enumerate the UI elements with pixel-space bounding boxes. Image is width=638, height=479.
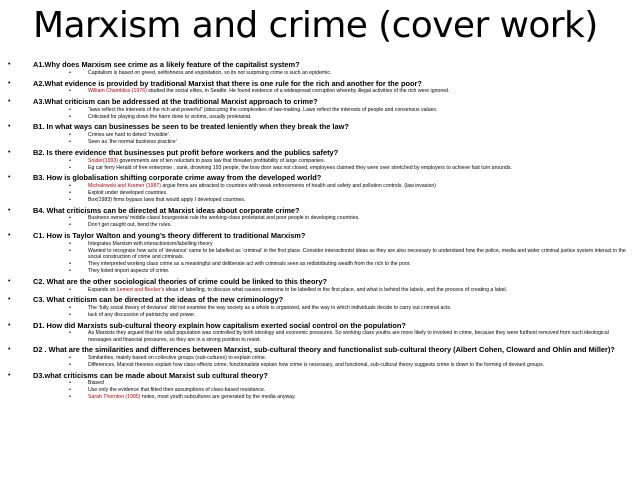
bullet-icon: •: [69, 240, 71, 247]
answer-item: [0, 362, 638, 368]
bullet-icon: •: [69, 222, 71, 229]
answer-item: [0, 268, 638, 274]
question-text: C3. What criticism can be directed at the ideas of the new criminology?: [33, 295, 284, 305]
answer-item: [0, 114, 638, 120]
answer-item: [0, 305, 638, 311]
bullet-icon: •: [8, 371, 11, 379]
question-item: [0, 232, 638, 240]
bullet-icon: •: [69, 139, 71, 146]
answer-text: Integrates Marxism with interactionism/labelling theory: [88, 240, 213, 247]
bullet-icon: •: [8, 79, 11, 87]
question-text: B4. What criticisms can be directed at Marxist ideas about corporate crime?: [33, 205, 300, 215]
answer-text: lack of any discussion of patriarchy and power.: [88, 311, 196, 318]
bullet-icon: •: [69, 268, 71, 275]
answer-text: Eg car ferry Herald of free enterprise , sank, drowning 193 people, the bow door was not closed, employees claimed they were over stretched by employers to achieve fast turn arounds.: [88, 164, 512, 171]
bullet-icon: •: [8, 231, 11, 239]
bullet-icon: •: [8, 296, 11, 304]
bullet-icon: •: [69, 69, 71, 76]
answer-text: argue firms are attracted to countries with weak enforcements of health and safety and pollution controls. (law invasion): [160, 182, 437, 189]
bullet-icon: •: [69, 215, 71, 222]
bullet-icon: •: [69, 106, 71, 113]
question-text: D1. How did Marxists sub-cultural theory explain how capitalism exerted social control on the population?: [33, 320, 406, 330]
bullet-icon: •: [8, 206, 11, 214]
answer-text: Similarities, mainly based on collective groups (sub-cultures) to explain crime.: [88, 355, 267, 362]
bullet-icon: •: [8, 321, 11, 329]
answer-item: [0, 190, 638, 196]
question-text: A1.Why does Marxism see crime as a likely feature of the capitalist system?: [33, 60, 300, 70]
highlighted-reference: Snider(1993): [88, 157, 118, 164]
highlighted-reference: Sarah Thornton (1995): [88, 394, 141, 401]
answer-item: [0, 183, 638, 189]
answer-text: notes, most youth subcultures are generated by the media anyway.: [140, 394, 296, 401]
bullet-icon: •: [8, 123, 11, 131]
question-item: [0, 98, 638, 106]
bullet-icon: •: [69, 380, 71, 387]
question-item: [0, 149, 638, 157]
question-item: [0, 61, 638, 69]
highlighted-reference: William Chambliss (1976): [88, 88, 147, 95]
answer-item: [0, 215, 638, 221]
bullet-icon: •: [69, 387, 71, 394]
bullet-icon: •: [8, 174, 11, 182]
bullet-icon: •: [69, 330, 71, 337]
answer-text: They listed import aspects of crime.: [88, 268, 170, 275]
bullet-icon: •: [69, 88, 71, 95]
highlighted-reference: Michalowski and Kramer (1987): [88, 182, 161, 189]
question-item: [0, 372, 638, 380]
answer-item: [0, 165, 638, 171]
bullet-icon: •: [8, 346, 11, 354]
question-item: [0, 278, 638, 286]
bullet-icon: •: [69, 247, 71, 254]
answer-item: [0, 88, 638, 94]
answer-item: [0, 387, 638, 393]
question-item: [0, 346, 638, 354]
answer-text: Capitalism is based on greed, selfishness and exploitation, so its not surprising crime is such an epidemic.: [88, 69, 332, 76]
answer-item: [0, 330, 638, 343]
bullet-icon: •: [69, 355, 71, 362]
bullet-icon: •: [69, 113, 71, 120]
question-item: [0, 296, 638, 304]
highlighted-reference: Lemert and Becker’s: [116, 286, 165, 293]
bullet-icon: •: [8, 277, 11, 285]
question-text: B3. How is globalisation shifting corporate crime away from the developed world?: [33, 173, 322, 183]
question-text: A2.What evidence is provided by traditional Marxist that there is one rule for the rich and another for the poor?: [33, 78, 422, 88]
answer-text: “laws reflect the interests of the rich and powerful” (obscuring the complexities of law-making. Laws reflect the interests of people and consensus values.: [88, 106, 438, 113]
answer-item: [0, 248, 638, 261]
question-list: [0, 58, 638, 401]
answer-text: governments are of ten reluctant to pass law that threaten profitability of large companies.: [118, 157, 326, 164]
question-item: [0, 123, 638, 131]
bullet-icon: •: [8, 97, 11, 105]
bullet-icon: •: [69, 362, 71, 369]
page-title: Marxism and crime (cover work): [33, 5, 598, 46]
answer-item: [0, 197, 638, 203]
answer-text: ideas of labelling, to discuss what causes someone to be labelled in the first place, and what is behind the labels, and the process of creating a label.: [164, 286, 508, 293]
answer-item: [0, 70, 638, 76]
answer-item: [0, 139, 638, 145]
answer-text: Don’t get caught out, bend the rules.: [88, 222, 172, 229]
bullet-icon: •: [8, 148, 11, 156]
bullet-icon: •: [69, 196, 71, 203]
answer-text: Use only the evidence that fitted their assumptions of class-based resistance.: [88, 387, 266, 394]
answer-item: [0, 380, 638, 386]
answer-text: Differences, Marxist theories explain how class effects crime, functionalists explain how crime is necessary, and functional, sub-cultural theory suggests crime is down to the forming of deviant groups.: [88, 362, 545, 369]
bullet-icon: •: [69, 286, 71, 293]
answer-item: [0, 241, 638, 247]
answer-text: Business owners/ middle-class/ bourgeoisie rule the working-class proletariat and poor people in developing countries.: [88, 215, 360, 222]
answer-text: Criticised for playing down the harm done to victims, usually proletariat.: [88, 113, 252, 120]
bullet-icon: •: [69, 157, 71, 164]
answer-text: As Marxists they argued that the adult population was controlled by both ideology and economic pressures. So working class youths are more likely to involved in crime, because they were furthest removed from such ideological messages and financial pressures, so they are in a strong position to resist.: [88, 330, 609, 343]
answer-text: Biased: [88, 380, 104, 387]
answer-text: Wanted to recognize how acts of ‘deviance’ came to be labelled as ‘criminal’ in the first place. Consider interactionist ideas as they are also necessary to understand how the police, media and wider criminal justice system interact in the social construction of crime and criminals.: [88, 247, 626, 261]
question-item: [0, 80, 638, 88]
question-text: C1. How is Taylor Walton and young’s theory different to traditional Marxism?: [33, 230, 306, 240]
question-text: D2 . What are the similarities and differences between Marxist, sub-cultural theory and functionalist sub-cultural theory (Albert Cohen, Cloward and Ohlin and Miller)?: [33, 345, 615, 355]
answer-text: Box(1983) firms bypass laws that would apply I developed countries.: [88, 196, 246, 203]
answer-item: [0, 158, 638, 164]
answer-text: studied the social elites, in Seattle. He found evidence of a widespread corruption whereby illegal activities of the rich were ignored.: [146, 88, 450, 95]
answer-text: Expands on: [88, 286, 117, 293]
question-item: [0, 207, 638, 215]
question-text: A3.What criticism can be addressed at the traditional Marxist approach to crime?: [33, 96, 318, 106]
bullet-icon: •: [69, 132, 71, 139]
answer-item: [0, 222, 638, 228]
answer-item: [0, 107, 638, 113]
answer-text: Crimes are hard to detect ‘invisible’.: [88, 132, 171, 139]
bullet-icon: •: [69, 394, 71, 401]
bullet-icon: •: [69, 304, 71, 311]
bullet-icon: •: [8, 61, 11, 69]
answer-item: [0, 355, 638, 361]
answer-text: Exploit under developed countries.: [88, 189, 168, 196]
answer-item: [0, 394, 638, 400]
answer-item: [0, 132, 638, 138]
answer-item: [0, 287, 638, 293]
answer-item: [0, 312, 638, 318]
question-item: [0, 174, 638, 182]
bullet-icon: •: [69, 261, 71, 268]
bullet-icon: •: [69, 189, 71, 196]
bullet-icon: •: [69, 182, 71, 189]
bullet-icon: •: [69, 311, 71, 318]
question-text: D3.what criticisms can be made about Marxist sub cultural theory?: [33, 370, 268, 380]
question-text: C2. What are the other sociological theories of crime could be linked to this theory?: [33, 276, 328, 286]
bullet-icon: •: [69, 164, 71, 171]
answer-text: Seen as ‘the normal business practice’: [88, 139, 177, 146]
question-text: B1. In what ways can businesses be seen to be treated leniently when they break the law?: [33, 122, 349, 132]
answer-item: [0, 261, 638, 267]
question-text: B2. Is there evidence that businesses put profit before workers and the publics safety?: [33, 147, 339, 157]
question-item: [0, 322, 638, 330]
answer-text: They interpreted working class crime as a meaningful and deliberate act with criminals seen as redistributing wealth from the rich to the poor.: [88, 261, 411, 268]
answer-text: The ‘fully social theory of deviance’ did not examine the way society as a whole is organized, and the way in which individuals decide to carry out criminal acts.: [88, 304, 452, 311]
